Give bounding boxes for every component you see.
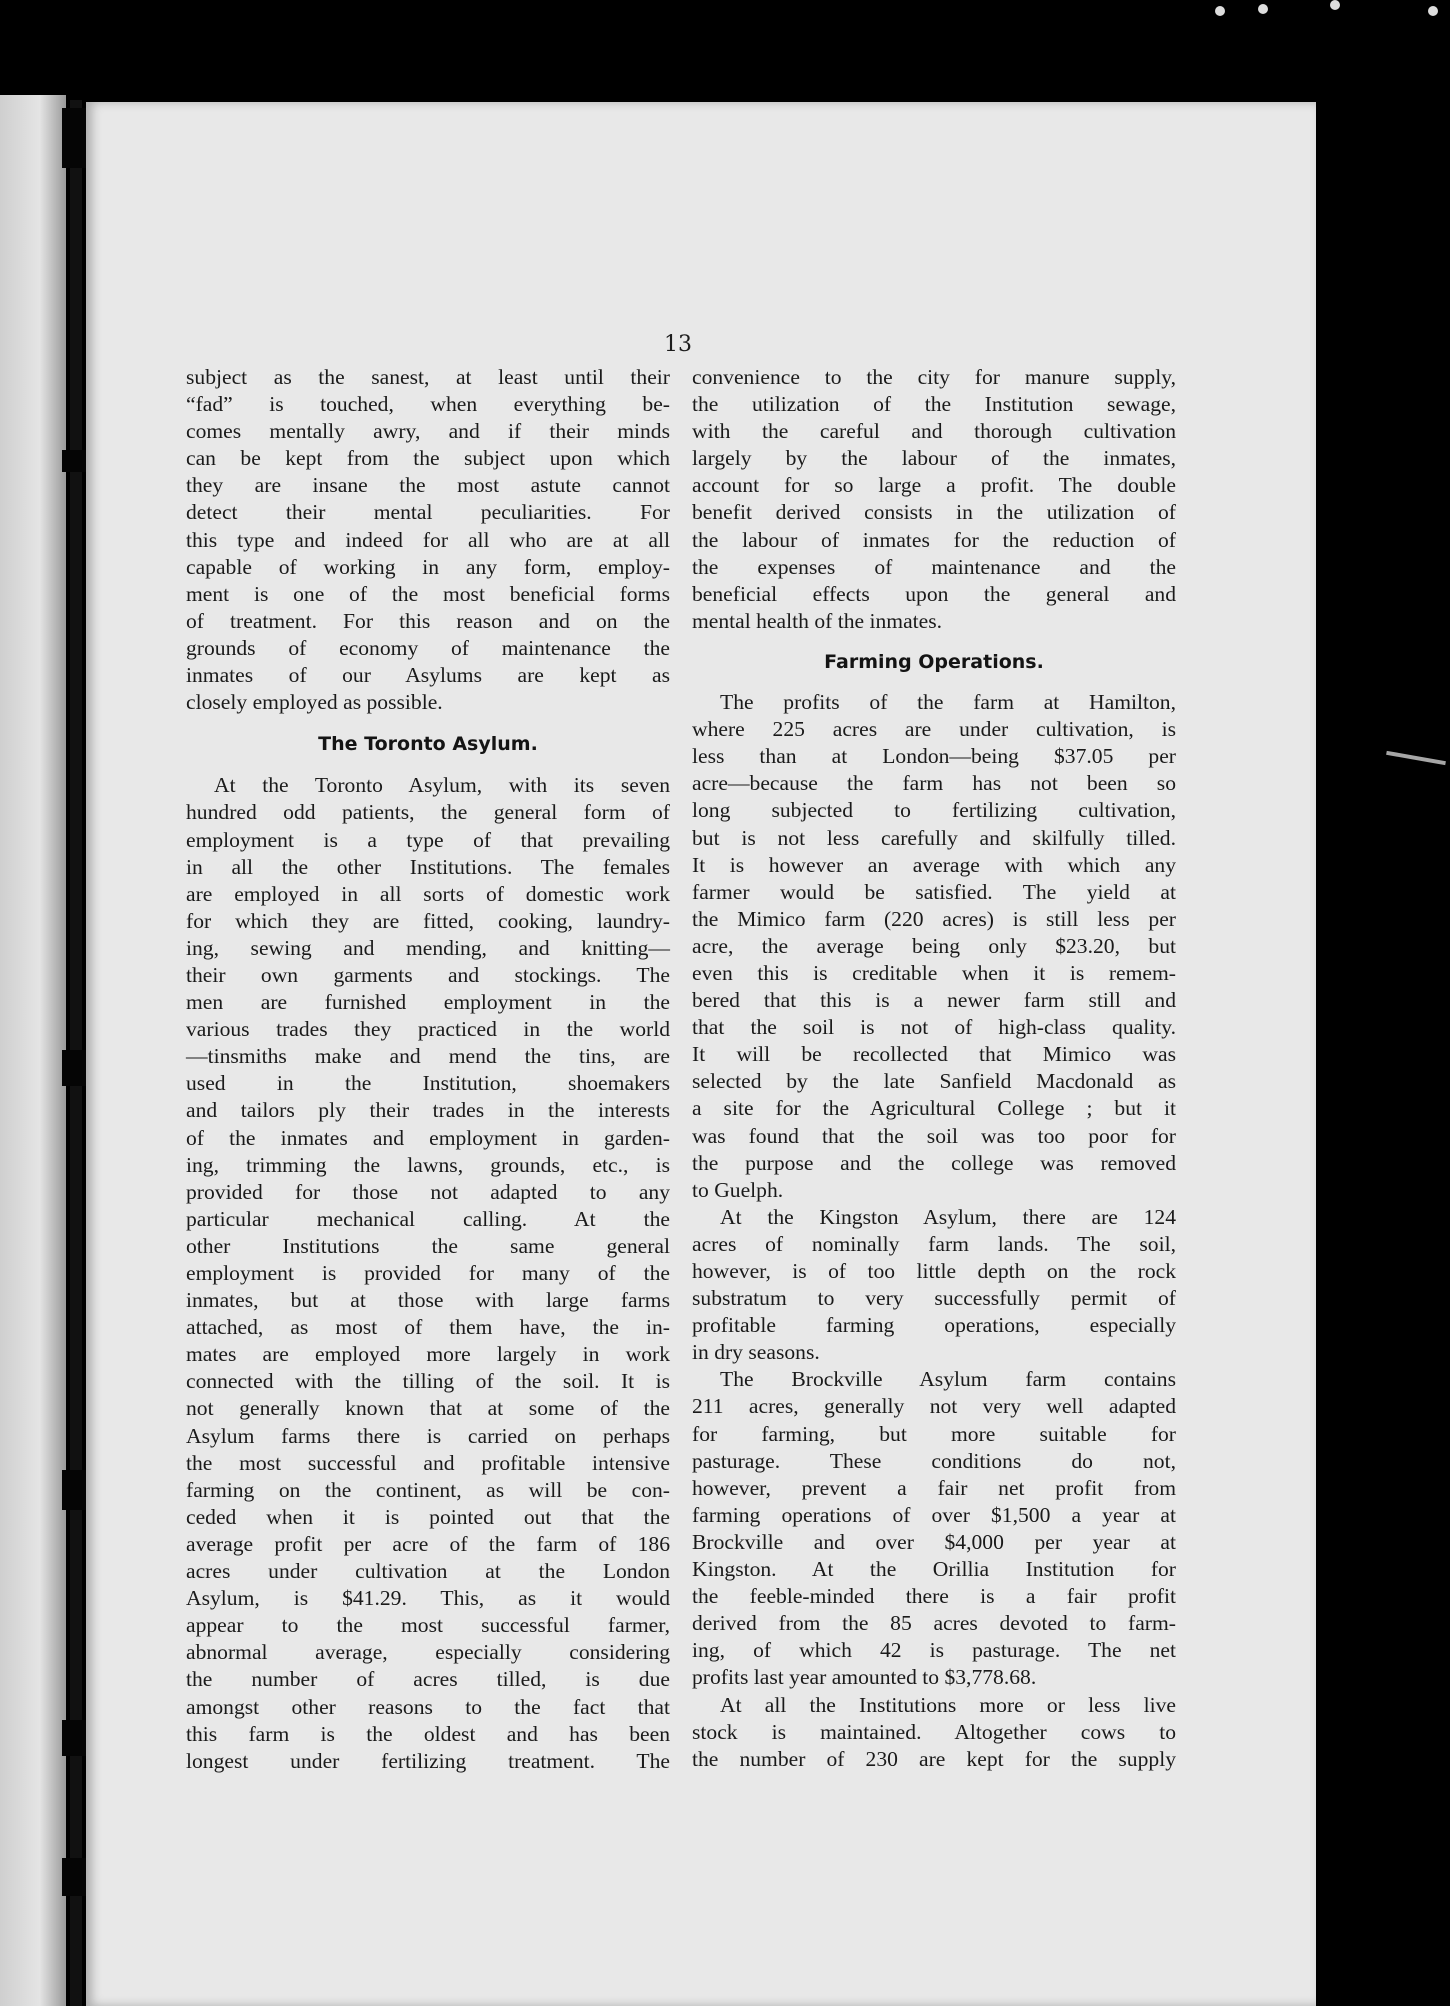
text-line: the feeble-minded there is a fair profit <box>692 1584 1176 1609</box>
text-line: longest under fertilizing treatment. The <box>186 1748 670 1773</box>
text-line: employment is a type of that prevailing <box>186 827 670 852</box>
text-line: the Mimico farm (220 acres) is still less per <box>692 906 1176 931</box>
text-line: where 225 acres are under cultivation, is <box>692 717 1176 742</box>
text-line: selected by the late Sanfield Macdonald as <box>692 1069 1176 1094</box>
text-line: Kingston. At the Orillia Institution for <box>692 1557 1176 1582</box>
text-line: but is not less carefully and skilfully tilled. <box>692 825 1176 850</box>
text-line: At the Kingston Asylum, there are 124 <box>720 1204 1176 1229</box>
text-line: are employed in all sorts of domestic work <box>186 881 670 906</box>
text-line: inmates of our Asylums are kept as <box>186 663 670 688</box>
text-line: The profits of the farm at Hamilton, <box>720 690 1176 715</box>
text-line: provided for those not adapted to any <box>186 1179 670 1204</box>
text-line: convenience to the city for manure supply, <box>692 365 1176 389</box>
binding-mark <box>62 1470 88 1510</box>
text-line: stock is maintained. Altogether cows to <box>692 1719 1176 1744</box>
text-line: the number of acres tilled, is due <box>186 1667 670 1692</box>
text-line: capable of working in any form, employ- <box>186 554 670 579</box>
text-line: various trades they practiced in the world <box>186 1017 670 1042</box>
text-line: not generally known that at some of the <box>186 1396 670 1421</box>
text-line: men are furnished employment in the <box>186 990 670 1015</box>
text-line: At the Toronto Asylum, with its seven <box>214 773 670 798</box>
text-line: the number of 230 are kept for the supply <box>692 1746 1176 1771</box>
text-line: this farm is the oldest and has been <box>186 1721 670 1746</box>
text-line: ment is one of the most beneficial forms <box>186 581 670 606</box>
text-line: detect their mental peculiarities. For <box>186 500 670 525</box>
text-line: connected with the tilling of the soil. It is <box>186 1369 670 1394</box>
scan-speck <box>1330 0 1340 10</box>
text-line: mates are employed more largely in work <box>186 1342 670 1367</box>
text-line: Brockville and over $4,000 per year at <box>692 1529 1176 1554</box>
right-column <box>692 364 1176 1773</box>
paragraph <box>186 772 670 1774</box>
text-line: acres under cultivation at the London <box>186 1559 670 1584</box>
text-line: abnormal average, especially considering <box>186 1640 670 1665</box>
text-line: It is however an average with which any <box>692 852 1176 877</box>
text-line: other Institutions the same general <box>186 1233 670 1258</box>
text-line: the utilization of the Institution sewage, <box>692 392 1176 417</box>
text-line: long subjected to fertilizing cultivation, <box>692 798 1176 823</box>
text-line: —tinsmiths make and mend the tins, are <box>186 1044 670 1069</box>
text-line: the most successful and profitable intensive <box>186 1450 670 1475</box>
section-heading: The Toronto Asylum. <box>318 733 538 756</box>
binding-mark <box>62 1720 88 1756</box>
scan-speck <box>1215 6 1225 16</box>
text-line: of the inmates and employment in garden- <box>186 1125 670 1150</box>
text-line: farming on the continent, as will be con- <box>186 1477 670 1502</box>
binding-mark <box>62 1050 88 1086</box>
text-line: subject as the sanest, at least until their <box>186 365 670 389</box>
text-line: 211 acres, generally not very well adapted <box>692 1394 1176 1419</box>
text-line: particular mechanical calling. At the <box>186 1206 670 1231</box>
text-line: for farming, but more suitable for <box>692 1421 1176 1446</box>
text-line: of treatment. For this reason and on the <box>186 608 670 633</box>
text-line: substratum to very successfully permit of <box>692 1286 1176 1311</box>
paragraph <box>692 364 1176 635</box>
text-line: profits last year amounted to $3,778.68. <box>692 1665 1037 1690</box>
text-line: ceded when it is pointed out that the <box>186 1504 670 1529</box>
text-line: that the soil is not of high-class quality. <box>692 1015 1176 1040</box>
text-line: At all the Institutions more or less live <box>720 1692 1176 1717</box>
text-line: this type and indeed for all who are at all <box>186 527 670 552</box>
text-line: a site for the Agricultural College ; but it <box>692 1096 1176 1121</box>
text-line: in all the other Institutions. The females <box>186 854 670 879</box>
page-number: 13 <box>664 332 692 357</box>
text-line: mental health of the inmates. <box>692 608 943 633</box>
text-line: they are insane the most astute cannot <box>186 473 670 498</box>
text-line: ing, of which 42 is pasturage. The net <box>692 1638 1176 1663</box>
text-line: profitable farming operations, especially <box>692 1313 1176 1338</box>
paragraph <box>692 1204 1176 1367</box>
text-line: closely employed as possible. <box>186 690 443 715</box>
text-line: for which they are fitted, cooking, laundry- <box>186 908 670 933</box>
text-line: It will be recollected that Mimico was <box>692 1042 1176 1067</box>
facing-page-edge <box>0 95 66 2006</box>
text-line: account for so large a profit. The double <box>692 473 1176 498</box>
text-line: Asylum, is $41.29. This, as it would <box>186 1586 670 1611</box>
text-line: employment is provided for many of the <box>186 1261 670 1285</box>
text-line: grounds of economy of maintenance the <box>186 635 670 660</box>
text-line: amongst other reasons to the fact that <box>186 1694 670 1719</box>
text-line: farming operations of over $1,500 a year at <box>692 1502 1176 1527</box>
text-line: largely by the labour of the inmates, <box>692 446 1176 471</box>
text-line: the expenses of maintenance and the <box>692 554 1176 579</box>
text-line: can be kept from the subject upon which <box>186 446 670 471</box>
paragraph <box>692 689 1176 1204</box>
text-line: their own garments and stockings. The <box>186 962 670 987</box>
text-line: even this is creditable when it is remem- <box>692 960 1176 985</box>
text-line: derived from the 85 acres devoted to farm- <box>692 1611 1176 1636</box>
text-line: ing, trimming the lawns, grounds, etc., is <box>186 1152 670 1177</box>
text-line: appear to the most successful farmer, <box>186 1613 670 1638</box>
text-line: to Guelph. <box>692 1177 784 1202</box>
text-line: attached, as most of them have, the in- <box>186 1315 670 1340</box>
scan-speck <box>1258 4 1268 14</box>
text-line: bered that this is a newer farm still and <box>692 988 1176 1013</box>
text-line: in dry seasons. <box>692 1340 820 1365</box>
paragraph <box>186 364 670 716</box>
text-line: however, prevent a fair net profit from <box>692 1475 1176 1500</box>
text-line: and tailors ply their trades in the interests <box>186 1098 670 1123</box>
text-line: less than at London—being $37.05 per <box>692 744 1176 769</box>
binding-mark <box>62 450 88 472</box>
text-line: inmates, but at those with large farms <box>186 1288 670 1313</box>
paragraph <box>692 1366 1176 1691</box>
text-line: however, is of too little depth on the rock <box>692 1259 1176 1283</box>
text-line: The Brockville Asylum farm contains <box>720 1367 1176 1392</box>
text-line: “fad” is touched, when everything be- <box>186 392 670 417</box>
text-line: Asylum farms there is carried on perhaps <box>186 1423 670 1448</box>
text-line: was found that the soil was too poor for <box>692 1123 1176 1148</box>
text-line: pasturage. These conditions do not, <box>692 1448 1176 1473</box>
text-line: benefit derived consists in the utilization of <box>692 500 1176 525</box>
text-line: the purpose and the college was removed <box>692 1150 1176 1175</box>
text-line: beneficial effects upon the general and <box>692 581 1176 606</box>
scan-speck <box>1428 6 1438 16</box>
text-line: ing, sewing and mending, and knitting— <box>186 935 670 960</box>
document-page <box>86 102 1316 2006</box>
left-column <box>186 364 670 1775</box>
binding-mark <box>62 1858 88 1896</box>
text-line: the labour of inmates for the reduction of <box>692 527 1176 552</box>
text-line: farmer would be satisfied. The yield at <box>692 879 1176 904</box>
text-line: acres of nominally farm lands. The soil, <box>692 1231 1176 1256</box>
text-line: hundred odd patients, the general form of <box>186 800 670 825</box>
text-line: used in the Institution, shoemakers <box>186 1071 670 1096</box>
section-heading: Farming Operations. <box>824 650 1044 673</box>
text-line: average profit per acre of the farm of 186 <box>186 1531 670 1556</box>
text-line: acre—because the farm has not been so <box>692 771 1176 796</box>
paragraph <box>692 1692 1176 1773</box>
text-line: acre, the average being only $23.20, but <box>692 933 1176 958</box>
binding-mark <box>62 108 88 168</box>
text-line: with the careful and thorough cultivation <box>692 419 1176 444</box>
text-line: comes mentally awry, and if their minds <box>186 419 670 444</box>
scan-scratch <box>1386 751 1446 765</box>
